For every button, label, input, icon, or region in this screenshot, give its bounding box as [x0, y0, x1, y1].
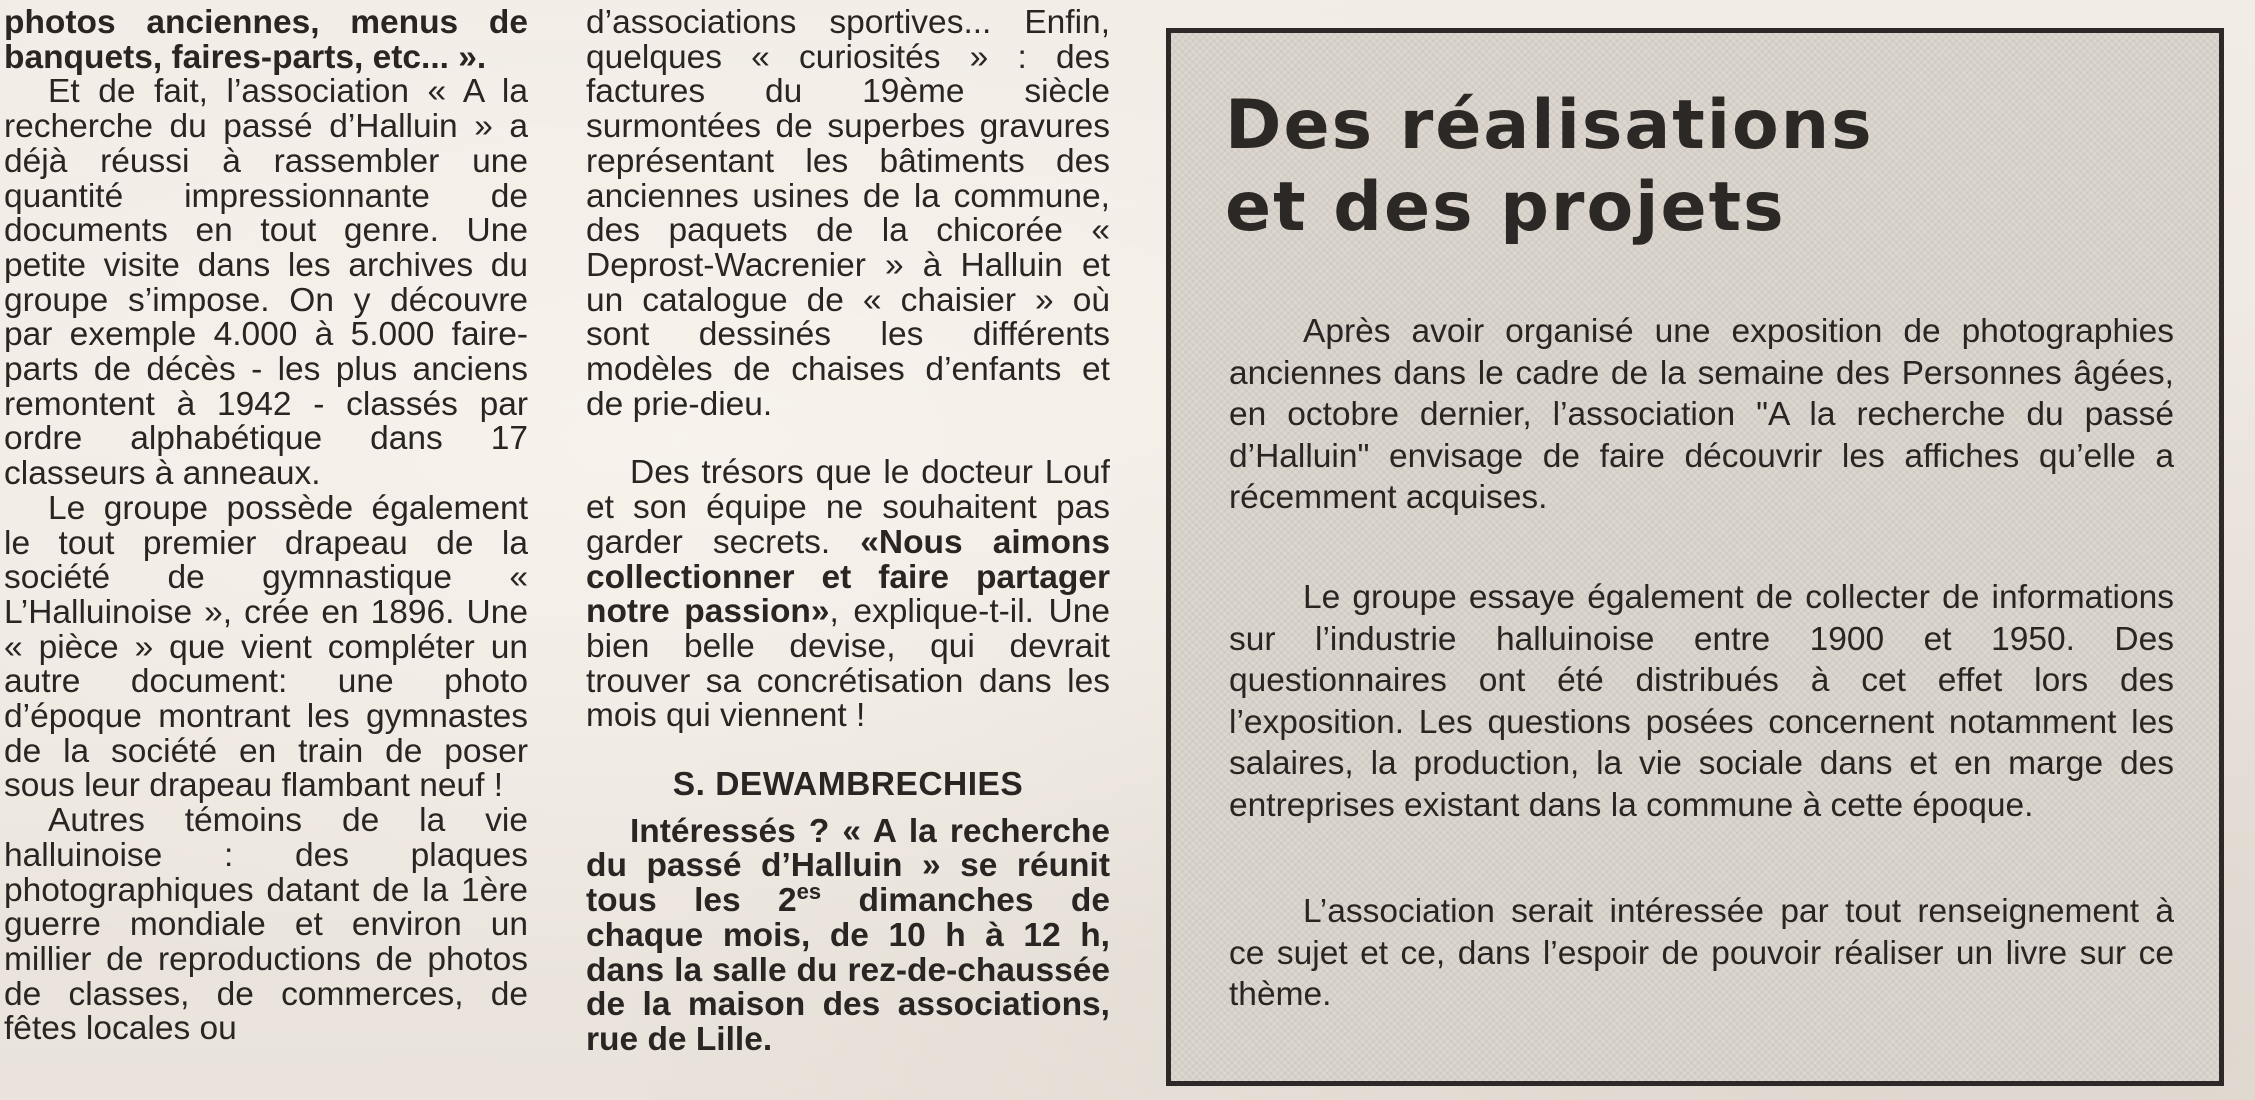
column1-paragraph-3: Le groupe possède également le tout premier drapeau de la société de gymnastique « L’Halluinoise », crée en 1896. Une « pièce » que vient compléter un autre document: une photo d’époque montrant les gymnastes de la société en train de poser sous leur drapeau flambant neuf !: [4, 489, 528, 805]
meeting-info: [586, 812, 1111, 1058]
column1-paragraph-4: Autres témoins de la vie halluinoise : des plaques photographiques datant de la 1ère guerre mondiale et environ un millier de reproductions de photos de classes, de commerces, de fêtes locales ou: [4, 802, 528, 1048]
box-paragraph-3: [1229, 891, 2174, 1016]
box-title-line-2: et des projets: [1225, 168, 1786, 247]
box-title-line-1: Des réalisations: [1225, 86, 1874, 165]
box-paragraph-1: [1229, 311, 2174, 519]
ordinal-superscript: es: [796, 879, 822, 905]
article-column-1: [4, 6, 528, 1047]
paragraph-spacer: [586, 734, 1110, 768]
paragraph-2-end: , explique-t-il. Une bien belle devise, qui devrait trouver sa concrétisation dans les mois qui viennent !: [586, 593, 1111, 735]
paragraph-2-start: Des trésors que le docteur Louf et son équipe ne souhaitent pas garder secrets.: [586, 454, 1110, 561]
box-title: [1225, 85, 1874, 249]
article-column-2: [586, 6, 1110, 1058]
column2-paragraph-2: [586, 456, 1110, 734]
column1-paragraph-1: photos anciennes, menus de banquets, faires-parts, etc... ».: [4, 4, 528, 76]
box-paragraph-3-text: L’association serait intéressée par tout renseignement à ce sujet et ce, dans l’espoir de pouvoir réaliser un livre sur ce thème.: [1229, 893, 2174, 1013]
box-paragraph-2-text: Le groupe essaye également de collecter de informations sur l’industrie halluinoise entre 1900 et 1950. Des questionnaires ont été distribués à cet effet lors des l’exposition. Les questions posées concernent notamment les salaires, la production, la vie sociale dans et en marge des entreprises existant dans la commune à cette époque.: [1229, 579, 2174, 824]
meeting-info-end: dimanches de chaque mois, de 10 h à 12 h, dans la salle du rez-de-chaussée de la maison des associations, rue de Lille.: [586, 882, 1111, 1058]
quote-text: «Nous aimons collectionner et faire partager notre passion»: [586, 523, 1110, 631]
sidebar-box: [1166, 28, 2224, 1086]
author-signature: S. DEWAMBRECHIES: [672, 766, 1024, 804]
column1-paragraph-2: Et de fait, l’association « A la recherche du passé d’Halluin » a déjà réussi à rassembler une quantité impressionnante de documents en tout genre. Une petite visite dans les archives du groupe s’impose. On y découvre par exemple 4.000 à 5.000 faire-parts de décès - les plus anciens remontent à 1942 - classés par ordre alphabétique dans 17 classeurs à anneaux.: [4, 73, 528, 493]
meeting-info-start: Intéressés ? « A la recherche du passé d’Halluin » se réunit tous les 2: [586, 812, 1110, 920]
paragraph-spacer: [586, 422, 1110, 456]
column2-paragraph-1: d’associations sportives... Enfin, quelques « curiosités » : des factures du 19ème siècle surmontées de superbes gravures représentant les bâtiments des anciennes usines de la commune, des paquets de la chicorée « Deprost-Wacrenier » à Halluin et un catalogue de « chaisier » où sont dessinés les différents modèles de chaises d’enfants et de prie-dieu.: [586, 4, 1110, 423]
box-paragraph-2: [1229, 577, 2174, 826]
box-paragraph-1-text: Après avoir organisé une exposition de photographies anciennes dans le cadre de la semaine des Personnes âgées, en octobre dernier, l’association "A la recherche du passé d’Halluin" envisage de faire découvrir les affiches qu’elle a récemment acquises.: [1229, 313, 2174, 516]
